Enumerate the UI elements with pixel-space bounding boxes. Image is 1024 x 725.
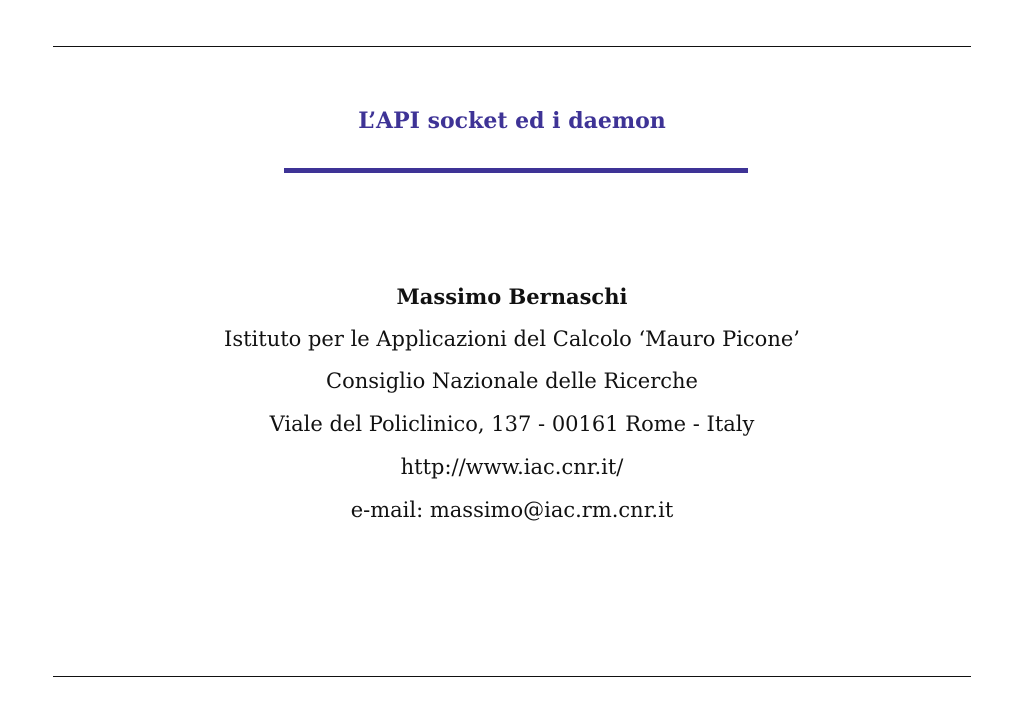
institute-name: Istituto per le Applicazioni del Calcolo ‘Mauro Picone’ (224, 327, 800, 351)
title-underline-bar (284, 168, 748, 173)
postal-address: Viale del Policlinico, 137 - 00161 Rome - Italy (269, 412, 755, 436)
slide-title: L’API socket ed i daemon (358, 108, 666, 134)
author-name: Massimo Bernaschi (396, 284, 628, 309)
organization-name: Consiglio Nazionale delle Ricerche (326, 369, 698, 393)
bottom-rule (53, 676, 971, 677)
email-address[interactable]: e-mail: massimo@iac.rm.cnr.it (350, 498, 674, 522)
website-link[interactable]: http://www.iac.cnr.it/ (400, 455, 624, 479)
top-rule (53, 46, 971, 47)
